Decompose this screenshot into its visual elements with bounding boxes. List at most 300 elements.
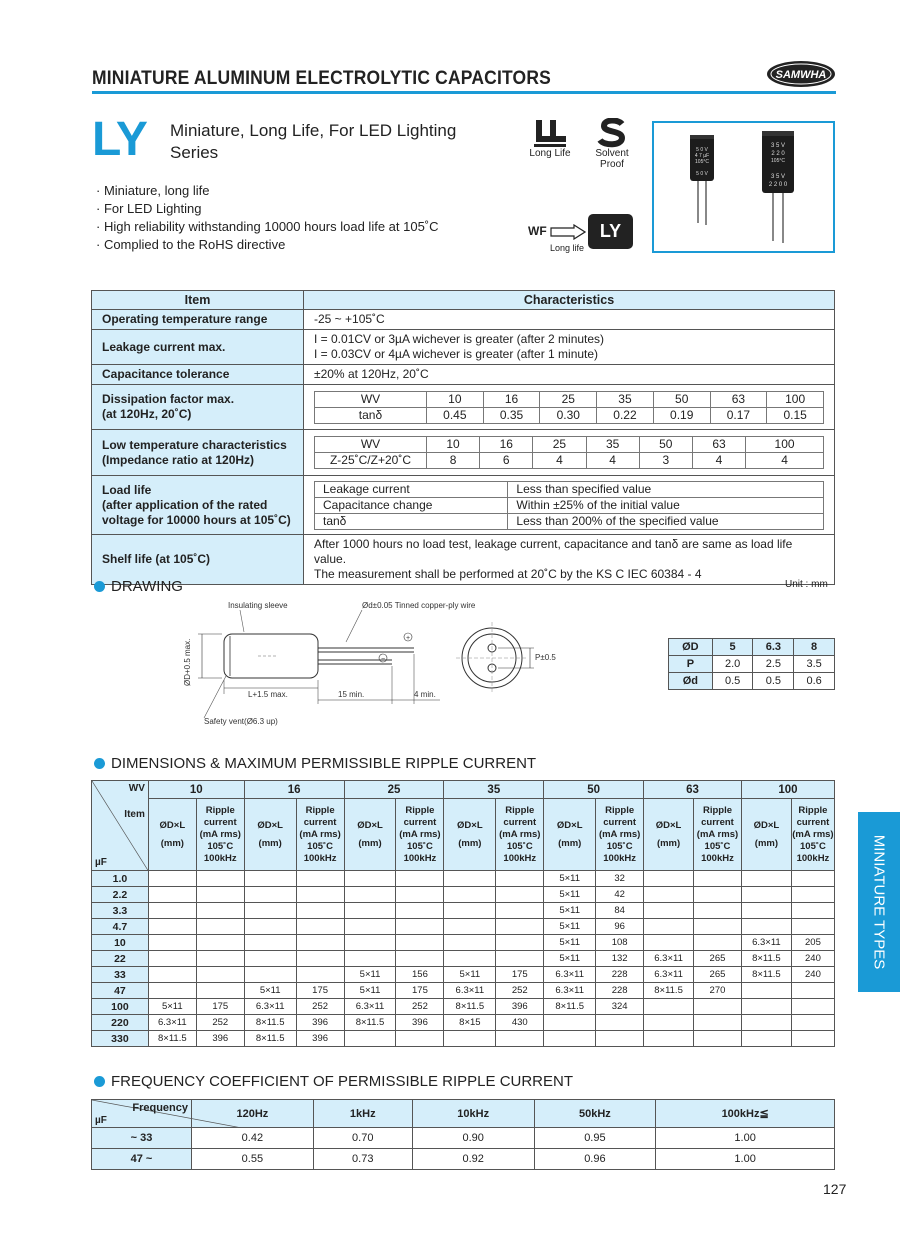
cell: 5×11: [544, 919, 596, 935]
side-tab: [858, 812, 900, 992]
cell: [791, 1031, 834, 1047]
cell: Capacitance change: [315, 497, 508, 513]
loadlife-row: [315, 497, 824, 513]
cell: [196, 935, 244, 951]
cell: [544, 1031, 596, 1047]
cell: 4: [746, 453, 824, 469]
cell: 42: [596, 887, 644, 903]
ripple-header-line: 105˚C: [407, 840, 433, 852]
table-row: [92, 983, 835, 999]
series-name-line2: Series: [170, 143, 219, 162]
cell: [644, 935, 694, 951]
cell: [791, 999, 834, 1015]
ripple-header-line: 100kHz: [503, 852, 537, 864]
cell: [396, 871, 444, 887]
voltage-col: 16: [244, 781, 344, 799]
cell: 6.3: [753, 639, 794, 656]
dimensions-heading: [94, 755, 536, 772]
label-diameter-max: ØD+0.5 max.: [183, 638, 192, 686]
cell: 4: [533, 453, 586, 469]
feature-item: · For LED Lighting: [96, 201, 202, 216]
table-row: [92, 887, 835, 903]
long-life-icon: [530, 118, 570, 148]
cell: [244, 935, 296, 951]
voltage-col: 63: [644, 781, 742, 799]
cell: Less than specified value: [508, 481, 824, 497]
cap-cell: ~ 33: [92, 1128, 192, 1149]
cell: [396, 887, 444, 903]
frequency-title: FREQUENCY COEFFICIENT OF PERMISSIBLE RIPPLE CURRENT: [111, 1073, 574, 1090]
dl-header: [344, 799, 396, 871]
table-row: [92, 1128, 835, 1149]
spec-value: [304, 476, 835, 535]
cell: 0.22: [597, 407, 654, 423]
bullet-dot-icon: [94, 1076, 105, 1087]
loadlife-inner-table: [314, 481, 824, 530]
cap-cell: 220: [92, 1015, 149, 1031]
table-row: [669, 656, 835, 673]
cell: [791, 903, 834, 919]
cap-cell: 22: [92, 951, 149, 967]
capacitor-drawing: [180, 596, 660, 732]
cell: 4: [586, 453, 639, 469]
table-row: [92, 935, 835, 951]
cell: 35: [597, 391, 654, 407]
ripple-header-line: Ripple: [702, 804, 732, 816]
ripple-header: [596, 799, 644, 871]
cell: 16: [480, 437, 533, 453]
photo-cap2-text-4: 3 5 V: [770, 174, 786, 180]
cell: Within ±25% of the initial value: [508, 497, 824, 513]
solvent-proof-icon: [592, 118, 632, 148]
corner-cell: [92, 1100, 192, 1128]
cell: 0.96: [534, 1149, 656, 1170]
cell: [148, 983, 196, 999]
cell: 0.95: [534, 1128, 656, 1149]
cell: 228: [596, 967, 644, 983]
cell: P: [669, 656, 713, 673]
cell: [148, 887, 196, 903]
cell: 396: [296, 1031, 344, 1047]
cell: 252: [396, 999, 444, 1015]
spec-label: Leakage current max.: [92, 330, 304, 365]
solvent-proof-mark: [582, 118, 642, 170]
cell: 0.42: [192, 1128, 314, 1149]
cell: [196, 887, 244, 903]
cell: 175: [496, 967, 544, 983]
series-name: [170, 120, 490, 164]
spec-label: Shelf life (at 105˚C): [92, 535, 304, 585]
series-code: LY: [92, 113, 147, 166]
label-pitch: P±0.5: [535, 653, 556, 662]
feature-list: [96, 182, 439, 254]
dl-header-line: (mm): [258, 837, 282, 849]
spec-head-item: Item: [92, 291, 304, 310]
cell: Ød: [669, 673, 713, 690]
ripple-header-line: Ripple: [205, 804, 235, 816]
cell: [244, 951, 296, 967]
cell: [444, 871, 496, 887]
photo-cap1-text-3: 105°C: [695, 159, 709, 165]
frequency-col: 50kHz: [534, 1100, 656, 1128]
cell: 396: [296, 1015, 344, 1031]
cell: 252: [196, 1015, 244, 1031]
table-row: [92, 951, 835, 967]
cell: 0.70: [313, 1128, 412, 1149]
lead-dimension-table: [668, 638, 835, 690]
cell: 5×11: [344, 983, 396, 999]
dl-header-line: (mm): [754, 837, 779, 849]
drawing-title: DRAWING: [111, 578, 183, 595]
table-row: [92, 1015, 835, 1031]
cell: [694, 887, 742, 903]
label-safety-vent: Safety vent(Ø6.3 up): [204, 717, 278, 726]
photo-cap2-text-1: 3 5 V: [770, 143, 786, 149]
ripple-header-line: (mA rms): [499, 828, 541, 840]
ripple-header-line: 100kHz: [796, 852, 830, 864]
cell: [496, 1031, 544, 1047]
cell: 396: [396, 1015, 444, 1031]
ripple-header-line: 105˚C: [800, 840, 826, 852]
cell: [741, 887, 791, 903]
cell: 6.3×11: [644, 967, 694, 983]
spec-value: [304, 385, 835, 430]
cell: [791, 919, 834, 935]
dl-header: [741, 799, 791, 871]
cell: [741, 1015, 791, 1031]
table-row: [669, 673, 835, 690]
cell: 205: [791, 935, 834, 951]
lowtemp-inner-table: [314, 436, 824, 469]
spec-label-line: (after application of the rated: [102, 497, 268, 512]
cell: 5×11: [544, 935, 596, 951]
shelf-line: After 1000 hours no load test, leakage current, capacitance and tanδ are same as load life value.: [314, 537, 793, 566]
spec-label: Capacitance tolerance: [92, 365, 304, 385]
cell: 0.5: [753, 673, 794, 690]
cell: [344, 951, 396, 967]
cell: 8×11.5: [741, 951, 791, 967]
cell: 0.55: [192, 1149, 314, 1170]
cell: [196, 919, 244, 935]
cell: tanδ: [315, 513, 508, 529]
cell: 0.19: [653, 407, 710, 423]
spec-label-line: (Impedance ratio at 120Hz): [102, 452, 255, 467]
ripple-header: [694, 799, 742, 871]
spec-label: [92, 385, 304, 430]
cell: 35: [586, 437, 639, 453]
ripple-header-line: 100kHz: [403, 852, 437, 864]
side-tab-label: MINIATURE TYPES: [870, 834, 888, 970]
spec-label: [92, 476, 304, 535]
cap-cell: 47: [92, 983, 149, 999]
flow-caption: Long life: [550, 243, 585, 253]
cell: Less than 200% of the specified value: [508, 513, 824, 529]
plus-icon: +: [405, 635, 411, 642]
spec-label-line: (at 120Hz, 20˚C): [102, 407, 192, 421]
corner-frequency: Frequency: [132, 1102, 188, 1114]
cell: 1.00: [656, 1128, 835, 1149]
cell: [296, 935, 344, 951]
cell: ØD: [669, 639, 713, 656]
loadlife-row: [315, 513, 824, 529]
cell: 2.0: [712, 656, 753, 673]
df-tan-row: [315, 407, 824, 423]
lowtemp-ratio-row: [315, 453, 824, 469]
cell: WV: [315, 391, 427, 407]
cell: 6.3×11: [544, 983, 596, 999]
spec-head-characteristics: Characteristics: [304, 291, 835, 310]
brand-logo-text: SAMWHA: [775, 69, 827, 81]
cell: 8: [794, 639, 835, 656]
ripple-header-line: current: [303, 816, 337, 828]
cell: [344, 1031, 396, 1047]
dl-header: [444, 799, 496, 871]
cell: [148, 951, 196, 967]
dl-header-line: (mm): [558, 837, 582, 849]
ripple-header-line: (mA rms): [598, 828, 641, 840]
cap-cell: 330: [92, 1031, 149, 1047]
cell: [644, 903, 694, 919]
cell: 50: [653, 391, 710, 407]
ripple-header-line: current: [701, 816, 734, 828]
cell: 0.45: [426, 407, 483, 423]
ripple-header-line: current: [403, 816, 437, 828]
cell: [496, 919, 544, 935]
spec-label-line: voltage for 10000 hours at 105˚C): [102, 512, 291, 527]
ripple-header-line: 105˚C: [506, 840, 533, 852]
label-length-max: L+1.5 max.: [248, 690, 288, 699]
cell: 16: [483, 391, 540, 407]
dl-header-line: ØD×L: [655, 819, 682, 831]
long-life-mark: [520, 118, 580, 159]
ripple-header: [496, 799, 544, 871]
cell: [496, 951, 544, 967]
cell: 430: [496, 1015, 544, 1031]
cell: [694, 1031, 742, 1047]
cell: 0.92: [412, 1149, 534, 1170]
cell: 108: [596, 935, 644, 951]
cell: [444, 887, 496, 903]
dl-header: [644, 799, 694, 871]
cell: [444, 1031, 496, 1047]
loadlife-row: [315, 481, 824, 497]
dl-header-line: ØD×L: [257, 819, 283, 831]
label-wire: Ød±0.05 Tinned copper-ply wire: [362, 601, 476, 610]
cell: [396, 1031, 444, 1047]
cell: [196, 967, 244, 983]
cell: [644, 1015, 694, 1031]
cell: 63: [692, 437, 745, 453]
df-wv-row: [315, 391, 824, 407]
ripple-header-line: (mA rms): [399, 828, 441, 840]
cell: 8×11.5: [444, 999, 496, 1015]
ripple-header-line: 100kHz: [203, 852, 237, 864]
ripple-header-line: (mA rms): [199, 828, 241, 840]
cap-cell: 47 ~: [92, 1149, 192, 1170]
voltage-col: 50: [544, 781, 644, 799]
cell: [344, 919, 396, 935]
specifications-table: [91, 290, 835, 585]
voltage-col: 25: [344, 781, 444, 799]
drawing-heading: [94, 578, 183, 595]
cell: [741, 1031, 791, 1047]
page-title: MINIATURE ALUMINUM ELECTROLYTIC CAPACITORS: [92, 68, 551, 89]
cell: [496, 935, 544, 951]
cell: 6.3×11: [544, 967, 596, 983]
cell: [396, 951, 444, 967]
cell: 240: [791, 951, 834, 967]
ripple-header: [296, 799, 344, 871]
cell: [196, 951, 244, 967]
cell: [244, 871, 296, 887]
cell: [644, 1031, 694, 1047]
cell: 100: [746, 437, 824, 453]
dimensions-title: DIMENSIONS & MAXIMUM PERMISSIBLE RIPPLE CURRENT: [111, 755, 537, 772]
spec-value: [304, 330, 835, 365]
frequency-col: 120Hz: [192, 1100, 314, 1128]
cell: 265: [694, 967, 742, 983]
cell: 8×11.5: [244, 1031, 296, 1047]
cell: [344, 887, 396, 903]
cell: 5×11: [148, 999, 196, 1015]
cell: WV: [315, 437, 427, 453]
feature-item: · Complied to the RoHS directive: [96, 237, 286, 252]
cell: 252: [296, 999, 344, 1015]
ripple-header-line: Ripple: [305, 804, 335, 816]
cell: 5×11: [444, 967, 496, 983]
frequency-col: 10kHz: [412, 1100, 534, 1128]
cell: [741, 983, 791, 999]
photo-cap2-text-5: 2 2 0 0: [768, 182, 788, 188]
dl-header-line: (mm): [160, 837, 184, 849]
cell: 5×11: [544, 903, 596, 919]
leakage-line: I = 0.01CV or 3µA wichever is greater (after 2 minutes): [314, 332, 605, 346]
cell: 2.5: [753, 656, 794, 673]
cell: 5×11: [244, 983, 296, 999]
cell: [196, 903, 244, 919]
label-15min: 15 min.: [338, 690, 365, 699]
photo-cap1-text-2: 4 7 µF: [694, 153, 710, 159]
frequency-header-row: [92, 1100, 835, 1128]
ripple-header-line: Ripple: [505, 804, 535, 816]
photo-cap1-text-4: 5 0 V: [696, 171, 708, 177]
cell: 6.3×11: [741, 935, 791, 951]
cap-cell: 1.0: [92, 871, 149, 887]
cell: [296, 951, 344, 967]
cell: 5×11: [544, 871, 596, 887]
cell: 8×11.5: [148, 1031, 196, 1047]
table-row: [92, 999, 835, 1015]
dl-header-line: ØD×L: [556, 819, 583, 831]
ripple-header-line: (mA rms): [696, 828, 739, 840]
cell: [644, 919, 694, 935]
lowtemp-wv-row: [315, 437, 824, 453]
cell: 175: [196, 999, 244, 1015]
dl-header-line: ØD×L: [159, 819, 186, 831]
cell: 5×11: [544, 951, 596, 967]
ripple-header-line: Ripple: [798, 804, 828, 816]
cell: [741, 871, 791, 887]
bullet-dot-icon: [94, 581, 105, 592]
cell: 63: [710, 391, 767, 407]
photo-cap1-text-1: 5 0 V: [696, 147, 708, 153]
cell: [694, 1015, 742, 1031]
sub-header-row: [92, 799, 835, 871]
voltage-header-row: [92, 781, 835, 799]
cell: 175: [396, 983, 444, 999]
dl-header: [544, 799, 596, 871]
cell: 8×11.5: [344, 1015, 396, 1031]
cell: [244, 919, 296, 935]
cell: [344, 903, 396, 919]
label-insulating-sleeve: Insulating sleeve: [228, 601, 288, 610]
brand-logo: [766, 60, 836, 88]
df-inner-table: [314, 391, 824, 424]
table-row: [92, 1149, 835, 1170]
cell: [244, 903, 296, 919]
cell: 100: [767, 391, 824, 407]
cell: [741, 919, 791, 935]
cell: [244, 887, 296, 903]
minus-icon: −: [380, 656, 386, 663]
cell: 240: [791, 967, 834, 983]
cell: 0.17: [710, 407, 767, 423]
cell: [644, 887, 694, 903]
cell: [444, 935, 496, 951]
cell: 324: [596, 999, 644, 1015]
ripple-header-line: 105˚C: [704, 840, 731, 852]
ripple-header-line: 100kHz: [603, 852, 636, 864]
cell: [344, 935, 396, 951]
ripple-header: [396, 799, 444, 871]
cell: 8×11.5: [741, 967, 791, 983]
dimensions-table: [91, 780, 835, 1047]
cell: 0.90: [412, 1128, 534, 1149]
cell: [741, 999, 791, 1015]
cell: [396, 919, 444, 935]
cell: 6.3×11: [244, 999, 296, 1015]
cell: [148, 871, 196, 887]
cell: [694, 999, 742, 1015]
cell: 396: [496, 999, 544, 1015]
cell: 5×11: [544, 887, 596, 903]
spec-value: ±20% at 120Hz, 20˚C: [304, 365, 835, 385]
cell: 10: [426, 391, 483, 407]
cell: [694, 935, 742, 951]
cell: 6.3×11: [644, 951, 694, 967]
photo-cap2-text-3: 105°C: [771, 158, 785, 164]
spec-label-line: Low temperature characteristics: [102, 437, 287, 452]
feature-item: · Miniature, long life: [96, 183, 210, 198]
ripple-header-line: (mA rms): [299, 828, 341, 840]
cell: [244, 967, 296, 983]
cell: [544, 1015, 596, 1031]
ripple-header-line: current: [603, 816, 636, 828]
cell: 396: [196, 1031, 244, 1047]
ripple-header-line: (mA rms): [792, 828, 834, 840]
cell: 0.15: [767, 407, 824, 423]
dl-header-line: (mm): [458, 837, 482, 849]
cell: 0.73: [313, 1149, 412, 1170]
cell: [444, 951, 496, 967]
cell: 8×11.5: [244, 1015, 296, 1031]
cell: 3.5: [794, 656, 835, 673]
voltage-col: 35: [444, 781, 544, 799]
cell: 3: [639, 453, 692, 469]
ripple-header-line: 100kHz: [701, 852, 734, 864]
corner-uf: µF: [95, 1115, 107, 1126]
spec-value: -25 ~ +105˚C: [304, 310, 835, 330]
